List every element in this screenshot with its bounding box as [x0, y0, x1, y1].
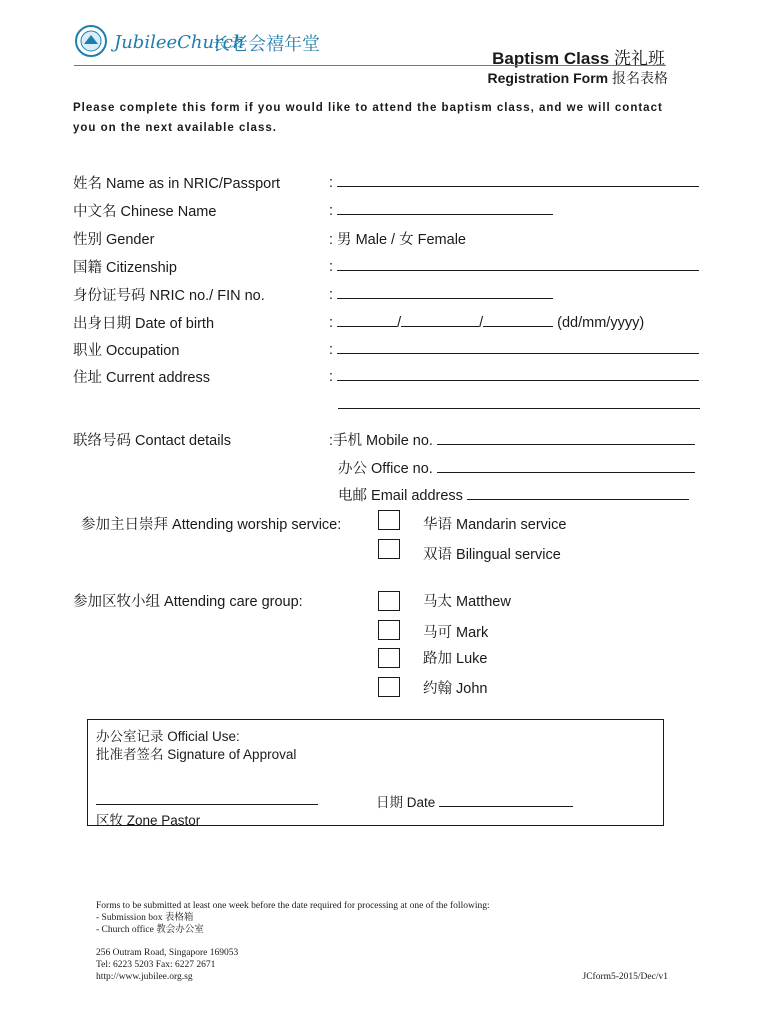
jubilee-logo-icon [74, 24, 108, 58]
footer-website[interactable]: http://www.jubilee.org.sg [96, 972, 193, 982]
header-rule [74, 65, 666, 66]
footer-tel: Tel: 6223 5203 Fax: 6227 2671 [96, 960, 216, 970]
name-label: 姓名 Name as in NRIC/Passport [73, 176, 281, 192]
date-label: 日期 Date [376, 795, 436, 810]
citizenship-field[interactable] [329, 256, 699, 275]
chinese-name-label: 中文名 Chinese Name [73, 204, 217, 220]
logo-chinese-text: 长老会禧年堂 [212, 34, 320, 54]
colon: : [329, 175, 334, 191]
title-cn: 洗礼班 [614, 49, 665, 68]
subtitle-cn: 报名表格 [612, 70, 668, 86]
chinese-name-line [337, 200, 553, 215]
checkbox-mandarin[interactable] [378, 510, 400, 530]
worship-label: 参加主日崇拜 Attending worship service: [81, 517, 342, 533]
signature-line[interactable] [96, 790, 318, 805]
footer-option-2: - Church office 教会办公室 [96, 925, 204, 935]
option-mandarin: 华语 Mandarin service [423, 517, 567, 533]
option-bilingual: 双语 Bilingual service [423, 547, 561, 563]
nric-label: 身份证号码 NRIC no./ FIN no. [73, 288, 265, 304]
nric-line [337, 284, 553, 299]
citizenship-label: 国籍 Citizenship [73, 260, 177, 276]
nric-field[interactable] [329, 284, 553, 303]
mobile-line [437, 430, 695, 445]
email-line [467, 485, 689, 500]
occupation-label: 职业 Occupation [73, 343, 180, 359]
colon: : [329, 342, 334, 358]
colon: : [329, 259, 334, 275]
footer-note: Forms to be submitted at least one week before the date required for processing at one of the following: [96, 901, 490, 911]
footer-option-1: - Submission box 表格箱 [96, 913, 194, 923]
citizenship-line [337, 256, 699, 271]
church-logo [74, 24, 334, 64]
office-field[interactable] [338, 457, 695, 478]
colon: : [329, 369, 334, 385]
address-field[interactable] [329, 366, 699, 385]
checkbox-bilingual[interactable] [378, 539, 400, 559]
dob-format: (dd/mm/yyyy) [557, 315, 645, 331]
date-field[interactable] [376, 791, 573, 811]
title-en: Baptism Class [492, 49, 610, 68]
mobile-label: :手机 Mobile no. [329, 433, 433, 449]
address-line [337, 366, 699, 381]
dob-separator: / [397, 315, 402, 331]
checkbox-luke[interactable] [378, 648, 400, 668]
subtitle-en: Registration Form [487, 70, 609, 86]
email-label: 电邮 Email address [338, 488, 463, 504]
address-line-2[interactable] [338, 394, 700, 409]
checkbox-mark[interactable] [378, 620, 400, 640]
office-label: 办公 Office no. [338, 461, 433, 477]
occupation-field[interactable] [329, 339, 699, 358]
colon: : [329, 315, 334, 331]
dob-day-line [337, 312, 397, 327]
intro-text: Please complete this form if you would like to attend the baptism class, and we will contact you on the next available class. [73, 102, 663, 134]
logo-text: JubileeChurch [114, 32, 245, 53]
option-mark: 马可 Mark [423, 625, 489, 641]
official-use-heading: 办公室记录 Official Use: [96, 729, 240, 744]
colon: : [329, 203, 334, 219]
dob-field[interactable] [329, 312, 644, 331]
email-field[interactable] [338, 484, 689, 505]
option-luke: 路加 Luke [423, 651, 488, 667]
chinese-name-field[interactable] [329, 200, 553, 219]
name-field[interactable] [329, 172, 699, 191]
colon: : [329, 287, 334, 303]
date-line [439, 794, 573, 807]
zone-pastor-label: 区牧 Zone Pastor [96, 813, 201, 828]
form-code: JCform5-2015/Dec/v1 [582, 972, 668, 982]
dob-label: 出身日期 Date of birth [73, 316, 215, 332]
gender-options[interactable]: : 男 Male / 女 Female [329, 232, 466, 248]
option-matthew: 马太 Matthew [423, 594, 511, 610]
office-line [437, 458, 695, 473]
footer-address: 256 Outram Road, Singapore 169053 [96, 948, 239, 958]
checkbox-matthew[interactable] [378, 591, 400, 611]
care-group-label: 参加区牧小组 Attending care group: [73, 594, 303, 610]
address-label: 住址 Current address [73, 370, 210, 386]
option-john: 约翰 John [423, 681, 488, 697]
checkbox-john[interactable] [378, 677, 400, 697]
contact-label: 联络号码 Contact details [73, 433, 231, 449]
dob-separator: / [479, 315, 484, 331]
form-subtitle [488, 68, 668, 88]
name-line [337, 172, 699, 187]
mobile-field[interactable] [329, 429, 695, 450]
dob-year-line [483, 312, 553, 327]
dob-month-line [401, 312, 479, 327]
occupation-line [337, 339, 699, 354]
gender-label: 性别 Gender [73, 232, 155, 248]
approval-signature-label: 批准者签名 Signature of Approval [96, 747, 297, 762]
